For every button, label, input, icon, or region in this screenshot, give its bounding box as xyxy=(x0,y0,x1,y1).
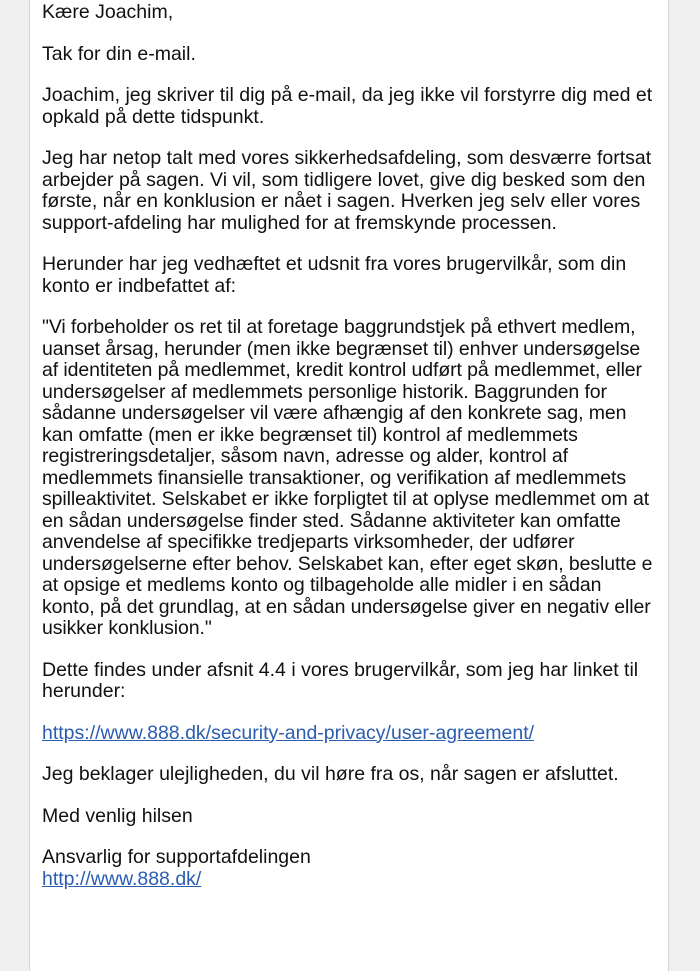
terms-quote: "Vi forbeholder os ret til at foretage baggrundstjek på ethvert medlem, uanset årsag, herunder (men ikke begrænset til) enhver undersøgelse af identiteten på medlemmet, kredit kontrol udført på medlemmet, eller undersøgelser af medlemmets personlige historik. Baggrunden for sådanne undersøgelser vil være afhængig af den konkrete sag, men kan omfatte (men er ikke begrænset til) kontrol af medlemmets registreringsdetaljer, såsom navn, adresse og alder, kontrol af medlemmets finansielle transaktioner, og verifikation af medlemmets spilleaktivitet. Selskabet er ikke forpligtet til at oplyse medlemmet om at en sådan undersøgelse finder sted. Sådanne aktiviteter kan omfatte anvendelse af specifikke tredjeparts virksomheder, der udfører undersøgelserne efter behov. Selskabet kan, efter eget skøn, beslutte e at opsige et medlems konto og tilbageholde alle midler i en sådan konto, på det grundlag, at en sådan undersøgelse giver en negativ eller usikker konklusion." xyxy=(42,316,653,639)
website-link[interactable]: http://www.888.dk/ xyxy=(42,867,202,890)
apology-paragraph: Jeg beklager ulejligheden, du vil høre fra os, når sagen er afsluttet. xyxy=(42,763,619,785)
closing-line: Med venlig hilsen xyxy=(42,804,193,827)
signature xyxy=(42,847,658,890)
security-paragraph: Jeg har netop talt med vores sikkerhedsafdeling, som desværre fortsat arbejder på sagen. Vi vil, som tidligere lovet, give dig besked som den første, når en konklusion er nået i sagen. Hverken jeg selv eller vores support-afdeling har mulighed for at fremskynde processen. xyxy=(42,147,652,234)
agreement-link-line xyxy=(42,723,658,745)
email-page xyxy=(29,0,669,971)
email-body xyxy=(42,2,658,910)
section-reference-paragraph: Dette findes under afsnit 4.4 i vores brugervilkår, som jeg har linket til herunder: xyxy=(42,658,639,702)
user-agreement-link[interactable]: https://www.888.dk/security-and-privacy/user-agreement/ xyxy=(42,721,535,744)
thanks-line: Tak for din e-mail. xyxy=(42,42,196,65)
terms-intro-paragraph: Herunder har jeg vedhæftet et udsnit fra vores brugervilkår, som din konto er indbefattet af: xyxy=(42,253,627,297)
greeting: Kære Joachim, xyxy=(42,1,174,23)
intro-paragraph: Joachim, jeg skriver til dig på e-mail, da jeg ikke vil forstyrre dig med et opkald på dette tidspunkt. xyxy=(42,84,653,128)
signature-title: Ansvarlig for supportafdelingen xyxy=(42,846,311,868)
